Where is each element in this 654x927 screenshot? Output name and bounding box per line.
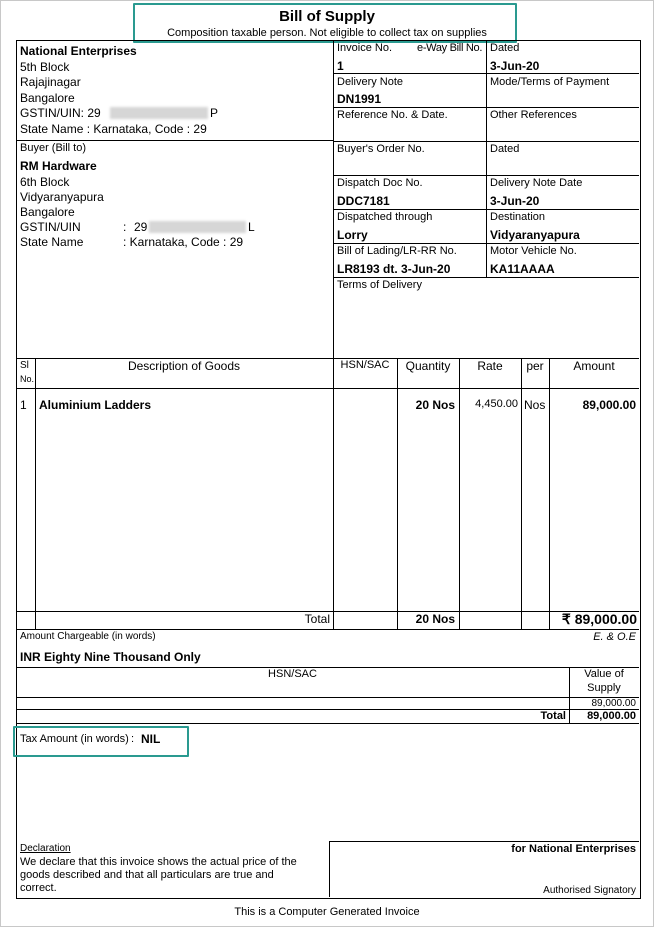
buyer-gstin-label: GSTIN/UIN (20, 220, 81, 234)
col-header-description: Description of Goods (127, 359, 241, 373)
buyer-address-line: Vidyaranyapura (20, 190, 104, 204)
dispatch-doc-value: DDC7181 (337, 194, 390, 208)
col-header-rate: Rate (477, 359, 503, 373)
declaration-label: Declaration (20, 843, 71, 854)
signatory-box-top (329, 841, 639, 842)
delivery-note-value: DN1991 (337, 92, 382, 106)
seller-gstin-suffix: P (210, 106, 219, 120)
tax-words-label: Tax Amount (in words) (20, 733, 129, 745)
buyer-name: RM Hardware (20, 159, 97, 173)
col-header-amount: Amount (573, 359, 615, 373)
seller-address-line: Bangalore (20, 91, 75, 105)
delivery-note-date-value: 3-Jun-20 (490, 194, 540, 208)
buyer-gstin-colon: : (123, 220, 127, 234)
table-header-border (16, 388, 639, 389)
col-header-hsn: HSN/SAC (340, 359, 390, 371)
buyer-gstin-redacted (149, 221, 246, 233)
hsn-summary-bottom (16, 723, 639, 724)
value-of-supply-header: Supply (587, 682, 621, 694)
buyer-address-line: Bangalore (20, 205, 75, 219)
row-per: Nos (524, 398, 546, 412)
row-amount: 89,000.00 (582, 398, 636, 412)
lading-label: Bill of Lading/LR-RR No. (337, 245, 457, 257)
buyers-order-label: Buyer's Order No. (337, 143, 425, 155)
page-subtitle: Composition taxable person. Not eligible to collect tax on supplies (167, 27, 487, 39)
invoice-no-value: 1 (337, 59, 344, 73)
seller-address-line: 5th Block (20, 60, 70, 74)
row-rate: 4,450.00 (475, 398, 518, 410)
row-sl: 1 (20, 398, 27, 412)
declaration-line: goods described and that all particulars are true and (20, 869, 274, 881)
total-quantity: 20 Nos (415, 612, 455, 626)
total-amount: ₹ 89,000.00 (561, 611, 637, 627)
header-divider (333, 40, 334, 358)
eway-bill-label: e-Way Bill No. (417, 42, 483, 54)
seller-name: National Enterprises (20, 44, 137, 58)
seller-gstin-label: GSTIN/UIN: 29 (20, 106, 101, 120)
buyer-state-label: State Name (20, 235, 84, 249)
vehicle-value: KA11AAAA (490, 262, 555, 276)
hsn-summary-header: HSN/SAC (268, 668, 317, 680)
seller-buyer-divider (16, 140, 333, 141)
destination-value: Vidyaranyapura (490, 228, 580, 242)
tax-words-value: NIL (141, 732, 161, 746)
lading-value: LR8193 dt. 3-Jun-20 (337, 262, 451, 276)
dispatch-doc-label: Dispatch Doc No. (337, 177, 423, 189)
title-highlight (133, 3, 517, 43)
hsn-summary-total-value: 89,000.00 (587, 710, 636, 722)
vehicle-label: Motor Vehicle No. (490, 245, 577, 257)
row-description: Aluminium Ladders (39, 398, 152, 412)
seller-address-line: Rajajinagar (20, 75, 81, 89)
table-bottom-border (16, 629, 639, 630)
buyer-gstin-prefix: 29 (134, 220, 148, 234)
dispatched-through-value: Lorry (337, 228, 368, 242)
amount-words-label: Amount Chargeable (in words) (20, 631, 156, 642)
reference-label: Reference No. & Date. (337, 109, 448, 121)
col-header-per: per (526, 359, 544, 373)
dated-value: 3-Jun-20 (490, 59, 540, 73)
invoice-no-label: Invoice No. (337, 42, 393, 54)
tax-amount-highlight (13, 726, 189, 757)
payment-terms-label: Mode/Terms of Payment (490, 76, 610, 88)
footer-note: This is a Computer Generated Invoice (234, 906, 420, 918)
col-header-no: No. (20, 374, 35, 384)
hsn-summary-total-label: Total (540, 710, 566, 722)
eoe-label: E. & O.E (593, 631, 636, 643)
page-title: Bill of Supply (279, 8, 375, 25)
delivery-note-date-label: Delivery Note Date (490, 177, 583, 189)
amount-words-value: INR Eighty Nine Thousand Only (20, 650, 201, 664)
col-header-quantity: Quantity (405, 359, 451, 373)
buyer-gstin-suffix: L (248, 220, 255, 234)
value-of-supply-header: Value of (584, 668, 624, 680)
col-header-sl: Sl (20, 360, 29, 371)
destination-label: Destination (490, 211, 546, 223)
total-label: Total (304, 612, 330, 626)
terms-of-delivery-label: Terms of Delivery (337, 279, 422, 291)
buyer-label: Buyer (Bill to) (20, 142, 87, 154)
signatory-box-left (329, 841, 330, 897)
buyer-address-line: 6th Block (20, 175, 70, 189)
seller-gstin-redacted (110, 107, 208, 119)
hsn-summary-row-value: 89,000.00 (591, 698, 636, 709)
tax-words-colon: : (131, 733, 135, 745)
other-references-label: Other References (490, 109, 577, 121)
authorised-signatory: Authorised Signatory (543, 885, 636, 896)
fields-divider (486, 40, 487, 277)
signatory-company: for National Enterprises (511, 843, 636, 855)
order-dated-label: Dated (490, 143, 520, 155)
declaration-line: correct. (20, 882, 57, 894)
buyer-state-value: : Karnataka, Code : 29 (123, 235, 244, 249)
dated-label: Dated (490, 42, 520, 54)
declaration-line: We declare that this invoice shows the actual price of the (20, 856, 297, 868)
dispatched-through-label: Dispatched through (337, 211, 433, 223)
delivery-note-label: Delivery Note (337, 76, 404, 88)
hsn-summary-top (16, 667, 639, 668)
table-top-border (16, 358, 639, 359)
invoice-frame (16, 40, 641, 899)
row-quantity: 20 Nos (415, 398, 455, 412)
seller-state: State Name : Karnataka, Code : 29 (20, 122, 207, 136)
